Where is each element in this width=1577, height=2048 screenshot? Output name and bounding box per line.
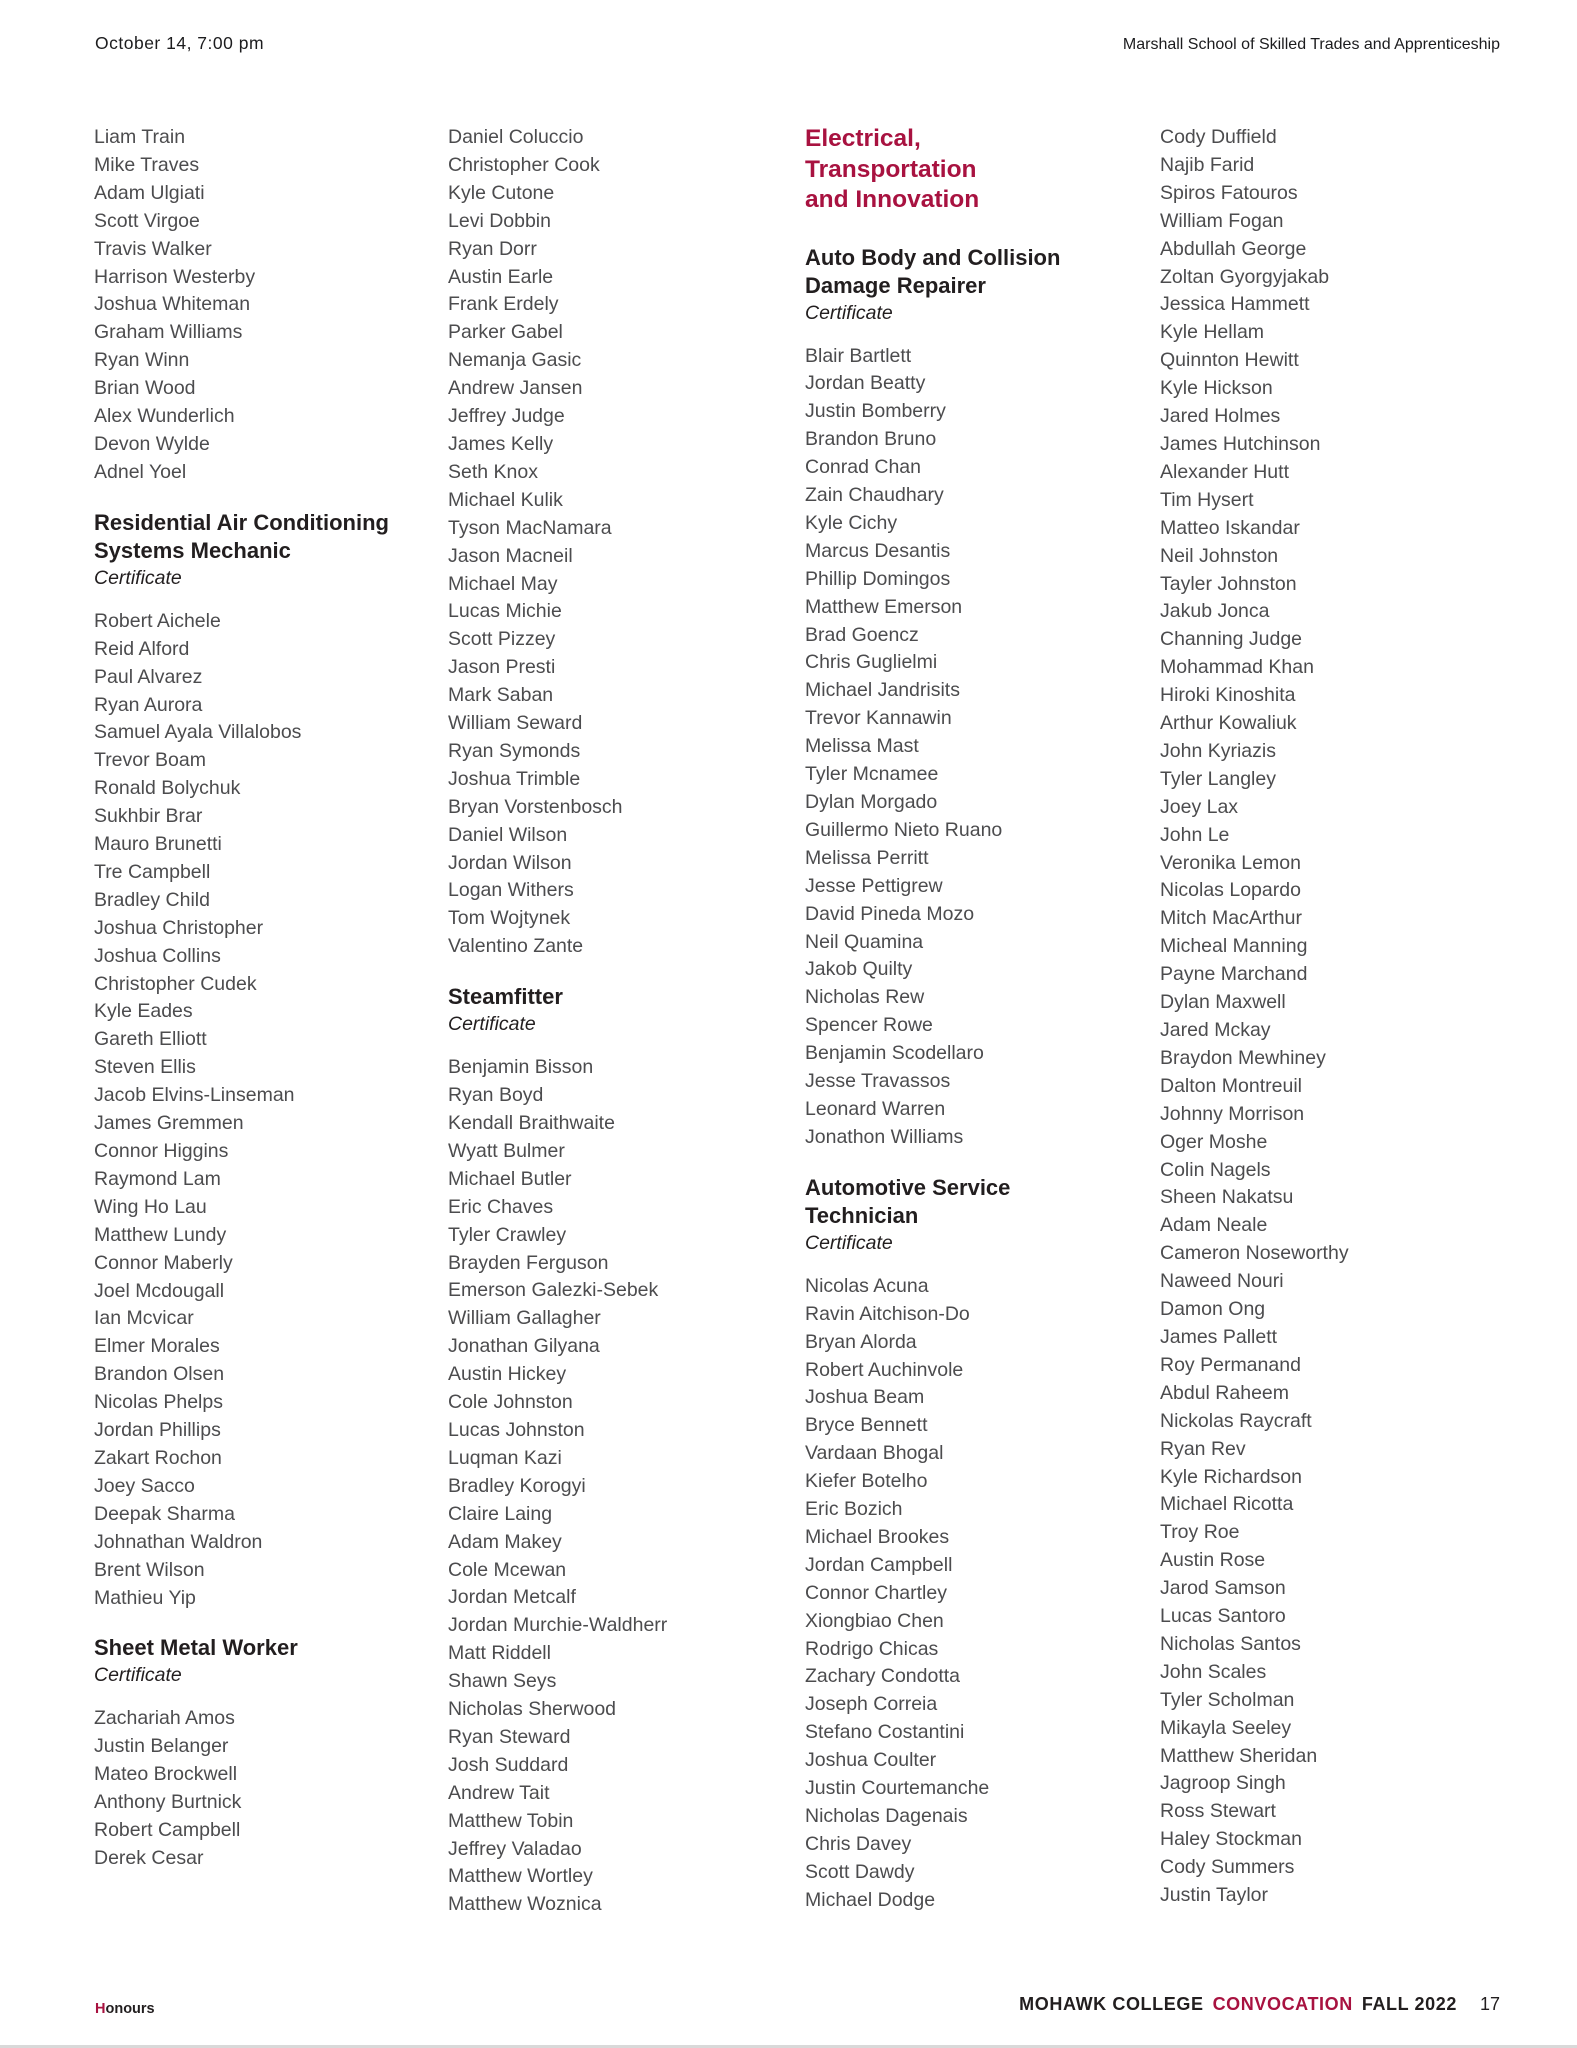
graduate-name: Braydon Mewhiney	[1160, 1046, 1326, 1069]
graduate-name: Jason Presti	[448, 656, 556, 679]
graduate-name: Neil Quamina	[805, 930, 924, 953]
graduate-name: Jacob Elvins-Linseman	[94, 1084, 295, 1107]
graduate-name: Blair Bartlett	[805, 344, 912, 367]
graduate-name: Johnny Morrison	[1160, 1102, 1305, 1125]
program-section-heading	[448, 983, 800, 1038]
graduate-name: Cody Summers	[1160, 1856, 1295, 1879]
graduate-name-list	[805, 343, 1157, 1152]
graduate-name: Justin Courtemanche	[805, 1777, 990, 1800]
graduate-name: Joel Mcdougall	[94, 1279, 225, 1302]
graduate-name: Xiongbiao Chen	[805, 1609, 944, 1632]
graduate-name: Mateo Brockwell	[94, 1763, 238, 1786]
school-name-header: Marshall School of Skilled Trades and Apprenticeship	[1122, 36, 1500, 53]
graduate-name: Tyson MacNamara	[448, 516, 612, 539]
graduate-name: Trevor Boam	[94, 749, 206, 772]
graduate-name: Cody Duffield	[1160, 126, 1277, 148]
graduate-name: Jordan Phillips	[94, 1419, 221, 1442]
graduate-name: Bradley Korogyi	[448, 1474, 586, 1497]
graduate-name: Jeffrey Judge	[448, 405, 565, 428]
graduate-name: Deepak Sharma	[94, 1502, 235, 1525]
graduate-name: Jakob Quilty	[805, 958, 913, 981]
column-4	[1160, 124, 1512, 1932]
honours-initial: H	[95, 2001, 106, 2017]
graduate-name: Bradley Child	[94, 888, 210, 911]
program-section-heading	[94, 509, 446, 592]
graduate-name: Christopher Cudek	[94, 972, 257, 995]
graduate-name: Elmer Morales	[94, 1335, 220, 1358]
graduate-name: Robert Aichele	[94, 609, 221, 632]
graduate-name: Tyler Mcnamee	[805, 763, 939, 786]
graduate-name: Bryan Vorstenbosch	[448, 795, 623, 818]
graduate-name: Austin Hickey	[448, 1363, 567, 1386]
graduate-name: Matthew Lundy	[94, 1223, 227, 1246]
graduate-name: Lucas Johnston	[448, 1418, 585, 1441]
graduate-name: Kyle Richardson	[1160, 1465, 1302, 1488]
graduate-name: Jonathon Williams	[805, 1125, 964, 1148]
graduate-name: Sukhbir Brar	[94, 805, 203, 828]
program-title: Sheet Metal Worker	[94, 1635, 298, 1661]
graduate-name: Hiroki Kinoshita	[1160, 684, 1296, 707]
graduate-name: Kendall Braithwaite	[448, 1112, 615, 1134]
graduate-name: Jesse Pettigrew	[805, 874, 943, 897]
graduate-name: Zain Chaudhary	[805, 484, 944, 507]
graduate-name: Joshua Trimble	[448, 767, 581, 790]
graduate-name: Eric Chaves	[448, 1195, 554, 1218]
graduate-name: Quinnton Hewitt	[1160, 349, 1299, 372]
graduate-name: Jagroop Singh	[1160, 1772, 1286, 1795]
graduate-name: Wing Ho Lau	[94, 1195, 207, 1218]
graduate-name: Jonathan Gilyana	[448, 1335, 600, 1358]
graduate-name: Emerson Galezki-Sebek	[448, 1279, 659, 1302]
graduate-name: Channing Judge	[1160, 628, 1303, 651]
page-number: 17	[1479, 1994, 1500, 2014]
graduate-name: Chris Guglielmi	[805, 651, 938, 674]
graduate-name: Scott Virgoe	[94, 209, 200, 232]
graduate-name: Michael Kulik	[448, 488, 563, 511]
graduate-name: Dylan Morgado	[805, 791, 938, 813]
graduate-name-list	[94, 608, 446, 1613]
graduate-name: Joseph Correia	[805, 1693, 938, 1716]
graduate-name: Nickolas Raycraft	[1160, 1409, 1312, 1432]
graduate-name: David Pineda Mozo	[805, 902, 975, 925]
graduate-name: Cole Mcewan	[448, 1558, 567, 1581]
session-datetime: October 14, 7:00 pm	[95, 33, 265, 53]
graduate-name: Nemanja Gasic	[448, 349, 582, 372]
graduate-name: Matthew Emerson	[805, 595, 963, 618]
graduate-name: Lucas Santoro	[1160, 1605, 1286, 1628]
graduate-name: Ryan Steward	[448, 1725, 571, 1748]
graduate-name: John Le	[1160, 823, 1230, 846]
graduate-name: Michael Ricotta	[1160, 1493, 1294, 1516]
graduate-name: Oger Moshe	[1160, 1130, 1268, 1153]
graduate-name: Roy Permanand	[1160, 1353, 1301, 1376]
graduate-name: Tim Hysert	[1160, 488, 1254, 511]
graduate-name: Jeffrey Valadao	[448, 1837, 582, 1860]
graduate-name: Christopher Cook	[448, 153, 600, 176]
graduate-name: Mike Traves	[94, 153, 200, 176]
graduate-name: Benjamin Scodellaro	[805, 1042, 984, 1065]
graduate-name: Veronika Lemon	[1160, 851, 1301, 874]
graduate-name: Raymond Lam	[94, 1167, 221, 1190]
graduate-name: Daniel Wilson	[448, 823, 568, 846]
graduate-name: Joshua Beam	[805, 1386, 925, 1409]
graduate-name: Alexander Hutt	[1160, 460, 1289, 483]
graduate-name: Kyle Cutone	[448, 181, 555, 204]
graduate-name: Spiros Fatouros	[1160, 181, 1298, 204]
column-1	[94, 124, 446, 1895]
graduate-name: Arthur Kowaliuk	[1160, 712, 1297, 735]
graduate-name: Brent Wilson	[94, 1558, 205, 1581]
graduate-name: Nicholas Dagenais	[805, 1805, 968, 1827]
graduate-name: Gareth Elliott	[94, 1028, 207, 1051]
graduate-name: Mikayla Seeley	[1160, 1716, 1292, 1739]
graduate-name: Rodrigo Chicas	[805, 1637, 939, 1660]
graduate-name: Joshua Whiteman	[94, 293, 251, 316]
graduate-name: Matteo Iskandar	[1160, 516, 1300, 539]
graduate-name: Michael Jandrisits	[805, 679, 960, 702]
graduate-name: Chris Davey	[805, 1832, 912, 1855]
graduate-name: Liam Train	[94, 126, 186, 148]
graduate-name: Ross Stewart	[1160, 1800, 1276, 1823]
graduate-name: Conrad Chan	[805, 456, 921, 479]
graduate-name: Nicolas Phelps	[94, 1391, 223, 1414]
graduate-name: Valentino Zante	[448, 935, 584, 958]
college-name: MOHAWK COLLEGE	[1019, 1994, 1204, 2014]
graduate-name: Jakub Jonca	[1160, 600, 1270, 623]
graduate-name: Zakart Rochon	[94, 1446, 222, 1469]
graduate-name: Stefano Costantini	[805, 1721, 965, 1744]
graduate-name: Jordan Wilson	[448, 851, 572, 874]
graduate-name: Vardaan Bhogal	[805, 1442, 944, 1465]
graduate-name: Benjamin Bisson	[448, 1056, 594, 1079]
graduate-name: Damon Ong	[1160, 1298, 1266, 1321]
graduate-name: Alex Wunderlich	[94, 405, 235, 428]
graduate-name: Mohammad Khan	[1160, 656, 1314, 679]
graduate-name: Paul Alvarez	[94, 665, 203, 688]
graduate-name: Ryan Dorr	[448, 237, 537, 260]
graduate-name: Jason Macneil	[448, 544, 573, 567]
graduate-name: Adam Ulgiati	[94, 181, 205, 204]
graduate-name: Abdullah George	[1160, 237, 1307, 260]
graduate-name: Connor Chartley	[805, 1581, 947, 1604]
graduate-name: Steven Ellis	[94, 1056, 196, 1079]
graduate-name: Nicolas Lopardo	[1160, 879, 1301, 902]
graduate-name: James Kelly	[448, 432, 554, 455]
graduate-name: Josh Suddard	[448, 1753, 569, 1776]
graduate-name: Lucas Michie	[448, 600, 562, 623]
graduate-name: Zachariah Amos	[94, 1707, 235, 1730]
graduate-name-list	[94, 124, 446, 487]
graduate-name: Justin Bomberry	[805, 400, 946, 423]
graduate-name: Naweed Nouri	[1160, 1270, 1284, 1293]
season-label: FALL 2022	[1361, 1994, 1457, 2014]
graduate-name: Brad Goencz	[805, 623, 919, 646]
graduate-name-list	[805, 1273, 1157, 1915]
graduate-name: Jessica Hammett	[1160, 293, 1310, 316]
graduate-name: Cole Johnston	[448, 1391, 573, 1414]
graduate-name: Michael May	[448, 572, 558, 595]
graduate-name: Matthew Woznica	[448, 1893, 602, 1916]
graduate-name: James Pallett	[1160, 1325, 1278, 1348]
graduate-name: Tyler Scholman	[1160, 1688, 1295, 1711]
graduate-name: Luqman Kazi	[448, 1446, 562, 1469]
graduate-name: Shawn Seys	[448, 1670, 557, 1693]
column-3	[805, 124, 1157, 1937]
graduate-name: Mitch MacArthur	[1160, 907, 1302, 930]
graduate-name: Tayler Johnston	[1160, 572, 1297, 595]
graduate-name: Joshua Collins	[94, 944, 221, 967]
graduate-name: William Seward	[448, 712, 583, 735]
graduate-name: Reid Alford	[94, 637, 190, 660]
graduate-name-list	[448, 124, 800, 961]
program-section-heading	[94, 1634, 446, 1689]
graduate-name: Ronald Bolychuk	[94, 777, 241, 800]
graduate-name: Matt Riddell	[448, 1642, 551, 1665]
graduate-name: Scott Dawdy	[805, 1860, 915, 1883]
graduate-name: Tre Campbell	[94, 860, 211, 883]
graduate-name: Derek Cesar	[94, 1846, 204, 1869]
graduate-name: Tyler Langley	[1160, 767, 1276, 790]
graduate-name: Jarod Samson	[1160, 1577, 1286, 1600]
graduate-name: Payne Marchand	[1160, 963, 1308, 986]
graduate-name: Tyler Crawley	[448, 1223, 567, 1246]
graduate-name: Zoltan Gyorgyjakab	[1160, 265, 1330, 288]
graduate-name: Graham Williams	[94, 321, 243, 344]
graduate-name: Jared Holmes	[1160, 405, 1281, 428]
graduate-name: Brandon Olsen	[94, 1363, 225, 1386]
graduate-name: Devon Wylde	[94, 432, 210, 455]
graduate-name: Matthew Sheridan	[1160, 1744, 1318, 1767]
graduate-name: Dylan Maxwell	[1160, 991, 1286, 1014]
graduate-name: Joey Sacco	[94, 1474, 195, 1497]
credential-type: Certificate	[805, 1231, 893, 1254]
graduate-name: Justin Taylor	[1160, 1884, 1269, 1907]
graduate-name: Jordan Beatty	[805, 372, 926, 395]
graduate-name: James Gremmen	[94, 1112, 244, 1135]
program-title: Auto Body and Collision Damage Repairer	[805, 244, 1061, 298]
graduate-name: Michael Butler	[448, 1167, 572, 1190]
graduate-name: Phillip Domingos	[805, 567, 951, 590]
graduate-name: James Hutchinson	[1160, 432, 1321, 455]
graduate-name: Bryan Alorda	[805, 1330, 917, 1353]
graduate-name: Ryan Boyd	[448, 1084, 544, 1107]
graduate-name: Ravin Aitchison-Do	[805, 1302, 970, 1325]
graduate-name: Kyle Hickson	[1160, 377, 1273, 400]
graduate-name: Marcus Desantis	[805, 539, 951, 562]
graduate-name: Abdul Raheem	[1160, 1381, 1289, 1404]
graduate-name: Colin Nagels	[1160, 1158, 1271, 1181]
graduate-name: Levi Dobbin	[448, 209, 551, 232]
graduate-name: Ryan Rev	[1160, 1437, 1246, 1460]
graduate-name: Spencer Rowe	[805, 1014, 933, 1037]
graduate-name: Anthony Burtnick	[94, 1791, 242, 1814]
graduate-name: Melissa Mast	[805, 735, 919, 758]
graduate-name: Austin Rose	[1160, 1549, 1266, 1572]
graduate-name: Brandon Bruno	[805, 428, 937, 451]
graduate-name-list	[1160, 124, 1512, 1910]
graduate-name: William Gallagher	[448, 1307, 601, 1330]
graduate-name: Jesse Travassos	[805, 1070, 951, 1093]
program-title: Automotive Service Technician	[805, 1174, 1011, 1228]
credential-type: Certificate	[94, 566, 182, 589]
graduate-name: Joshua Coulter	[805, 1749, 937, 1772]
graduate-name: Nicolas Acuna	[805, 1274, 929, 1297]
footer-publication-line	[1019, 1994, 1500, 2015]
graduate-name: Parker Gabel	[448, 321, 563, 344]
graduate-name: Ryan Winn	[94, 349, 190, 372]
graduate-name: Micheal Manning	[1160, 935, 1308, 958]
program-title: Residential Air Conditioning Systems Mechanic	[94, 509, 389, 563]
program-title: Steamfitter	[448, 984, 563, 1010]
graduate-name: John Scales	[1160, 1660, 1267, 1683]
graduate-name: Trevor Kannawin	[805, 707, 952, 730]
graduate-name: Frank Erdely	[448, 293, 559, 316]
graduate-name: Neil Johnston	[1160, 544, 1279, 567]
graduate-name: Brian Wood	[94, 377, 196, 400]
graduate-name: Leonard Warren	[805, 1097, 946, 1120]
graduate-name: Dalton Montreuil	[1160, 1074, 1302, 1097]
graduate-name: Connor Maberly	[94, 1251, 233, 1274]
honours-note	[95, 2001, 155, 2017]
graduate-name: Wyatt Bulmer	[448, 1139, 565, 1162]
graduate-name: Mauro Brunetti	[94, 833, 222, 856]
graduate-name: Joshua Christopher	[94, 916, 264, 939]
graduate-name: Samuel Ayala Villalobos	[94, 721, 302, 744]
graduate-name: Kiefer Botelho	[805, 1470, 928, 1493]
graduate-name: Robert Auchinvole	[805, 1358, 964, 1381]
program-section-heading	[805, 244, 1157, 327]
graduate-name: Claire Laing	[448, 1502, 553, 1525]
graduate-name: Bryce Bennett	[805, 1414, 928, 1437]
graduate-name-list	[94, 1705, 446, 1872]
graduate-name: Jordan Murchie-Waldherr	[448, 1614, 668, 1637]
graduate-name: Johnathan Waldron	[94, 1530, 263, 1553]
graduate-name: Mark Saban	[448, 684, 554, 707]
graduate-name: Haley Stockman	[1160, 1828, 1302, 1851]
graduate-name: Travis Walker	[94, 237, 212, 260]
graduate-name: Najib Farid	[1160, 153, 1255, 176]
graduate-name: Adam Makey	[448, 1530, 562, 1553]
graduate-name: Joey Lax	[1160, 795, 1239, 818]
graduate-name: Guillermo Nieto Ruano	[805, 818, 1003, 841]
graduate-name: Ryan Aurora	[94, 693, 203, 716]
graduate-name: Nicholas Santos	[1160, 1632, 1301, 1655]
graduate-name: Seth Knox	[448, 460, 538, 483]
graduate-name: Sheen Nakatsu	[1160, 1186, 1294, 1209]
graduate-name: Melissa Perritt	[805, 846, 929, 869]
graduate-name: William Fogan	[1160, 209, 1284, 232]
graduate-name: Matthew Tobin	[448, 1809, 574, 1832]
graduate-name: Matthew Wortley	[448, 1865, 593, 1888]
graduate-name: Kyle Cichy	[805, 511, 898, 534]
graduate-name: John Kyriazis	[1160, 739, 1276, 762]
graduate-name: Adnel Yoel	[94, 460, 187, 483]
graduate-name: Adam Neale	[1160, 1214, 1268, 1237]
graduate-name: Andrew Jansen	[448, 377, 583, 400]
graduate-name: Mathieu Yip	[94, 1586, 196, 1609]
graduate-name: Robert Campbell	[94, 1819, 241, 1842]
graduate-name: Connor Higgins	[94, 1140, 229, 1162]
program-section-heading	[805, 1174, 1157, 1257]
graduate-name: Tom Wojtynek	[448, 907, 571, 930]
graduate-name: Jordan Metcalf	[448, 1586, 576, 1609]
graduate-name: Michael Dodge	[805, 1888, 936, 1911]
graduate-name: Zachary Condotta	[805, 1665, 961, 1688]
convocation-label: CONVOCATION	[1212, 1994, 1353, 2014]
school-division-heading: Electrical, Transportation and Innovation	[805, 125, 980, 213]
graduate-name: Jared Mckay	[1160, 1019, 1271, 1041]
graduate-name: Nicholas Rew	[805, 986, 925, 1009]
graduate-name: Brayden Ferguson	[448, 1251, 609, 1274]
graduate-name: Kyle Eades	[94, 1000, 193, 1023]
credential-type: Certificate	[448, 1013, 536, 1036]
graduate-name: Daniel Coluccio	[448, 126, 584, 148]
graduate-name: Eric Bozich	[805, 1498, 903, 1521]
credential-type: Certificate	[805, 301, 893, 324]
graduate-name: Scott Pizzey	[448, 628, 556, 651]
credential-type: Certificate	[94, 1664, 182, 1687]
graduate-name: Kyle Hellam	[1160, 321, 1265, 344]
graduate-name: Ryan Symonds	[448, 739, 581, 762]
graduate-name: Harrison Westerby	[94, 265, 256, 288]
honours-rest: onours	[105, 2001, 155, 2017]
graduate-name: Andrew Tait	[448, 1781, 550, 1804]
graduate-name: Justin Belanger	[94, 1735, 229, 1758]
graduate-name: Logan Withers	[448, 879, 574, 902]
graduate-name: Nicholas Sherwood	[448, 1698, 617, 1721]
graduate-name: Cameron Noseworthy	[1160, 1242, 1349, 1265]
graduate-name: Ian Mcvicar	[94, 1307, 194, 1330]
graduate-name-list	[448, 1054, 800, 1919]
graduate-name: Michael Brookes	[805, 1525, 950, 1548]
graduate-name: Troy Roe	[1160, 1521, 1240, 1544]
graduate-name: Austin Earle	[448, 265, 554, 288]
graduate-name: Jordan Campbell	[805, 1553, 953, 1576]
column-2	[448, 124, 800, 1941]
